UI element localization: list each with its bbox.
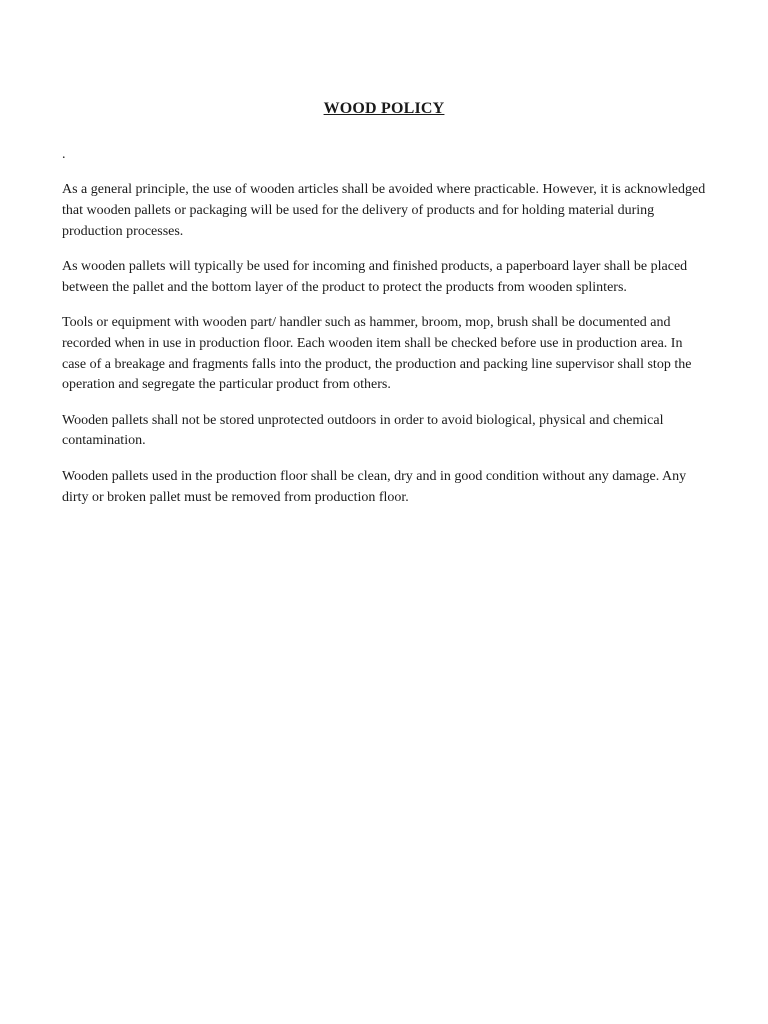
paragraph-general-principle: As a general principle, the use of wooden articles shall be avoided where practicable. However, it is acknowledged that wooden pallets or packaging will be used for the delivery of products and for holding material during production processes. xyxy=(62,182,706,239)
paragraph-outdoor-storage: Wooden pallets shall not be stored unprotected outdoors in order to avoid biological, physical and chemical contamination. xyxy=(62,412,664,449)
paragraph-paperboard-layer: As wooden pallets will typically be used for incoming and finished products, a paperboard layer shall be placed between the pallet and the bottom layer of the product to protect the products from wooden splinters. xyxy=(62,258,688,295)
document-body xyxy=(62,180,710,523)
paragraph-wooden-tools: Tools or equipment with wooden part/ handler such as hammer, broom, mop, brush shall be documented and recorded when in use in production floor. Each wooden item shall be checked before use in production area. In case of a breakage and fragments falls into the product, the production and packing line supervisor shall stop the operation and segregate the particular product from others. xyxy=(62,314,692,393)
paragraph-pallet-condition: Wooden pallets used in the production floor shall be clean, dry and in good condition without any damage. Any dirty or broken pallet must be removed from production floor. xyxy=(62,468,687,505)
page-title: WOOD POLICY xyxy=(323,100,445,117)
dot-marker: . xyxy=(62,147,66,162)
